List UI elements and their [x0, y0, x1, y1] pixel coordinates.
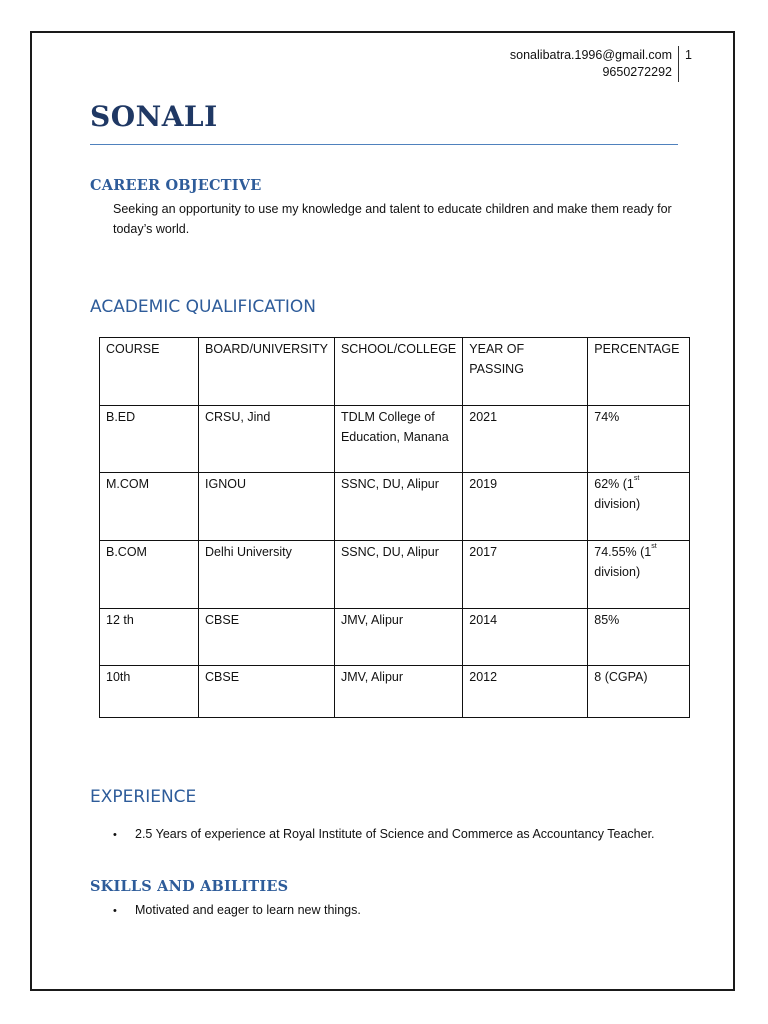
experience-heading: EXPERIENCE — [90, 787, 197, 807]
name-underline — [90, 144, 678, 145]
cell-school: SSNC, DU, Alipur — [334, 541, 462, 609]
cell-percentage — [588, 609, 690, 666]
cell-year: 2017 — [463, 541, 588, 609]
column-header-course: COURSE — [100, 338, 199, 406]
career-objective-text: Seeking an opportunity to use my knowledge and talent to educate children and make them ready for today’s world. — [113, 202, 672, 236]
table-row — [100, 541, 690, 609]
list-item — [113, 901, 361, 920]
cell-year: 2014 — [463, 609, 588, 666]
candidate-name: SONALI — [90, 100, 218, 133]
table-header-row — [100, 338, 690, 406]
cell-course: M.COM — [100, 473, 199, 541]
career-objective-heading: CAREER OBJECTIVE — [90, 177, 262, 194]
cell-course: B.COM — [100, 541, 199, 609]
column-header-year: YEAR OF PASSING — [463, 338, 588, 406]
academic-qualification-table — [99, 337, 690, 718]
skills-list — [113, 901, 361, 920]
cell-course: B.ED — [100, 406, 199, 473]
skills-heading: SKILLS AND ABILITIES — [90, 878, 289, 895]
percentage-value: 85% — [594, 613, 620, 627]
phone-text: 9650272292 — [602, 65, 672, 79]
cell-year: 2021 — [463, 406, 588, 473]
percentage-value: 74% — [594, 410, 620, 424]
cell-percentage — [588, 473, 690, 541]
list-item — [113, 825, 655, 844]
academic-qualification-heading: ACADEMIC QUALIFICATION — [90, 297, 317, 317]
cell-board: CRSU, Jind — [199, 406, 335, 473]
cell-board: CBSE — [199, 666, 335, 718]
table-row — [100, 406, 690, 473]
percentage-note: division) — [594, 565, 641, 579]
percentage-value: 74.55% (1 — [594, 545, 652, 559]
experience-item-text: 2.5 Years of experience at Royal Institute of Science and Commerce as Accountancy Teacher. — [135, 827, 655, 841]
cell-course: 12 th — [100, 609, 199, 666]
table-row — [100, 666, 690, 718]
experience-list — [113, 825, 655, 844]
cell-course: 10th — [100, 666, 199, 718]
skill-item-text: Motivated and eager to learn new things. — [135, 903, 361, 917]
percentage-value: 8 (CGPA) — [594, 670, 648, 684]
ordinal-suffix: st — [651, 543, 657, 550]
bullet-icon: • — [113, 829, 117, 841]
bullet-icon: • — [113, 905, 117, 917]
cell-board: Delhi University — [199, 541, 335, 609]
percentage-value: 62% (1 — [594, 477, 634, 491]
cell-percentage — [588, 541, 690, 609]
cell-school: JMV, Alipur — [334, 609, 462, 666]
cell-school: SSNC, DU, Alipur — [334, 473, 462, 541]
table-row — [100, 473, 690, 541]
percentage-note: division) — [594, 497, 641, 511]
cell-school: JMV, Alipur — [334, 666, 462, 718]
cell-school: TDLM College of Education, Manana — [334, 406, 462, 473]
column-header-board: BOARD/UNIVERSITY — [199, 338, 335, 406]
table-row — [100, 609, 690, 666]
cell-year: 2012 — [463, 666, 588, 718]
cell-percentage — [588, 406, 690, 473]
header-divider — [678, 46, 679, 82]
page-number: 1 — [685, 48, 692, 62]
cell-board: IGNOU — [199, 473, 335, 541]
cell-board: CBSE — [199, 609, 335, 666]
contact-header — [510, 47, 672, 81]
column-header-school: SCHOOL/COLLEGE — [334, 338, 462, 406]
column-header-percentage: PERCENTAGE — [588, 338, 690, 406]
email-text: sonalibatra.1996@gmail.com — [509, 48, 672, 62]
ordinal-suffix: st — [633, 475, 640, 482]
cell-year: 2019 — [463, 473, 588, 541]
cell-percentage — [588, 666, 690, 718]
